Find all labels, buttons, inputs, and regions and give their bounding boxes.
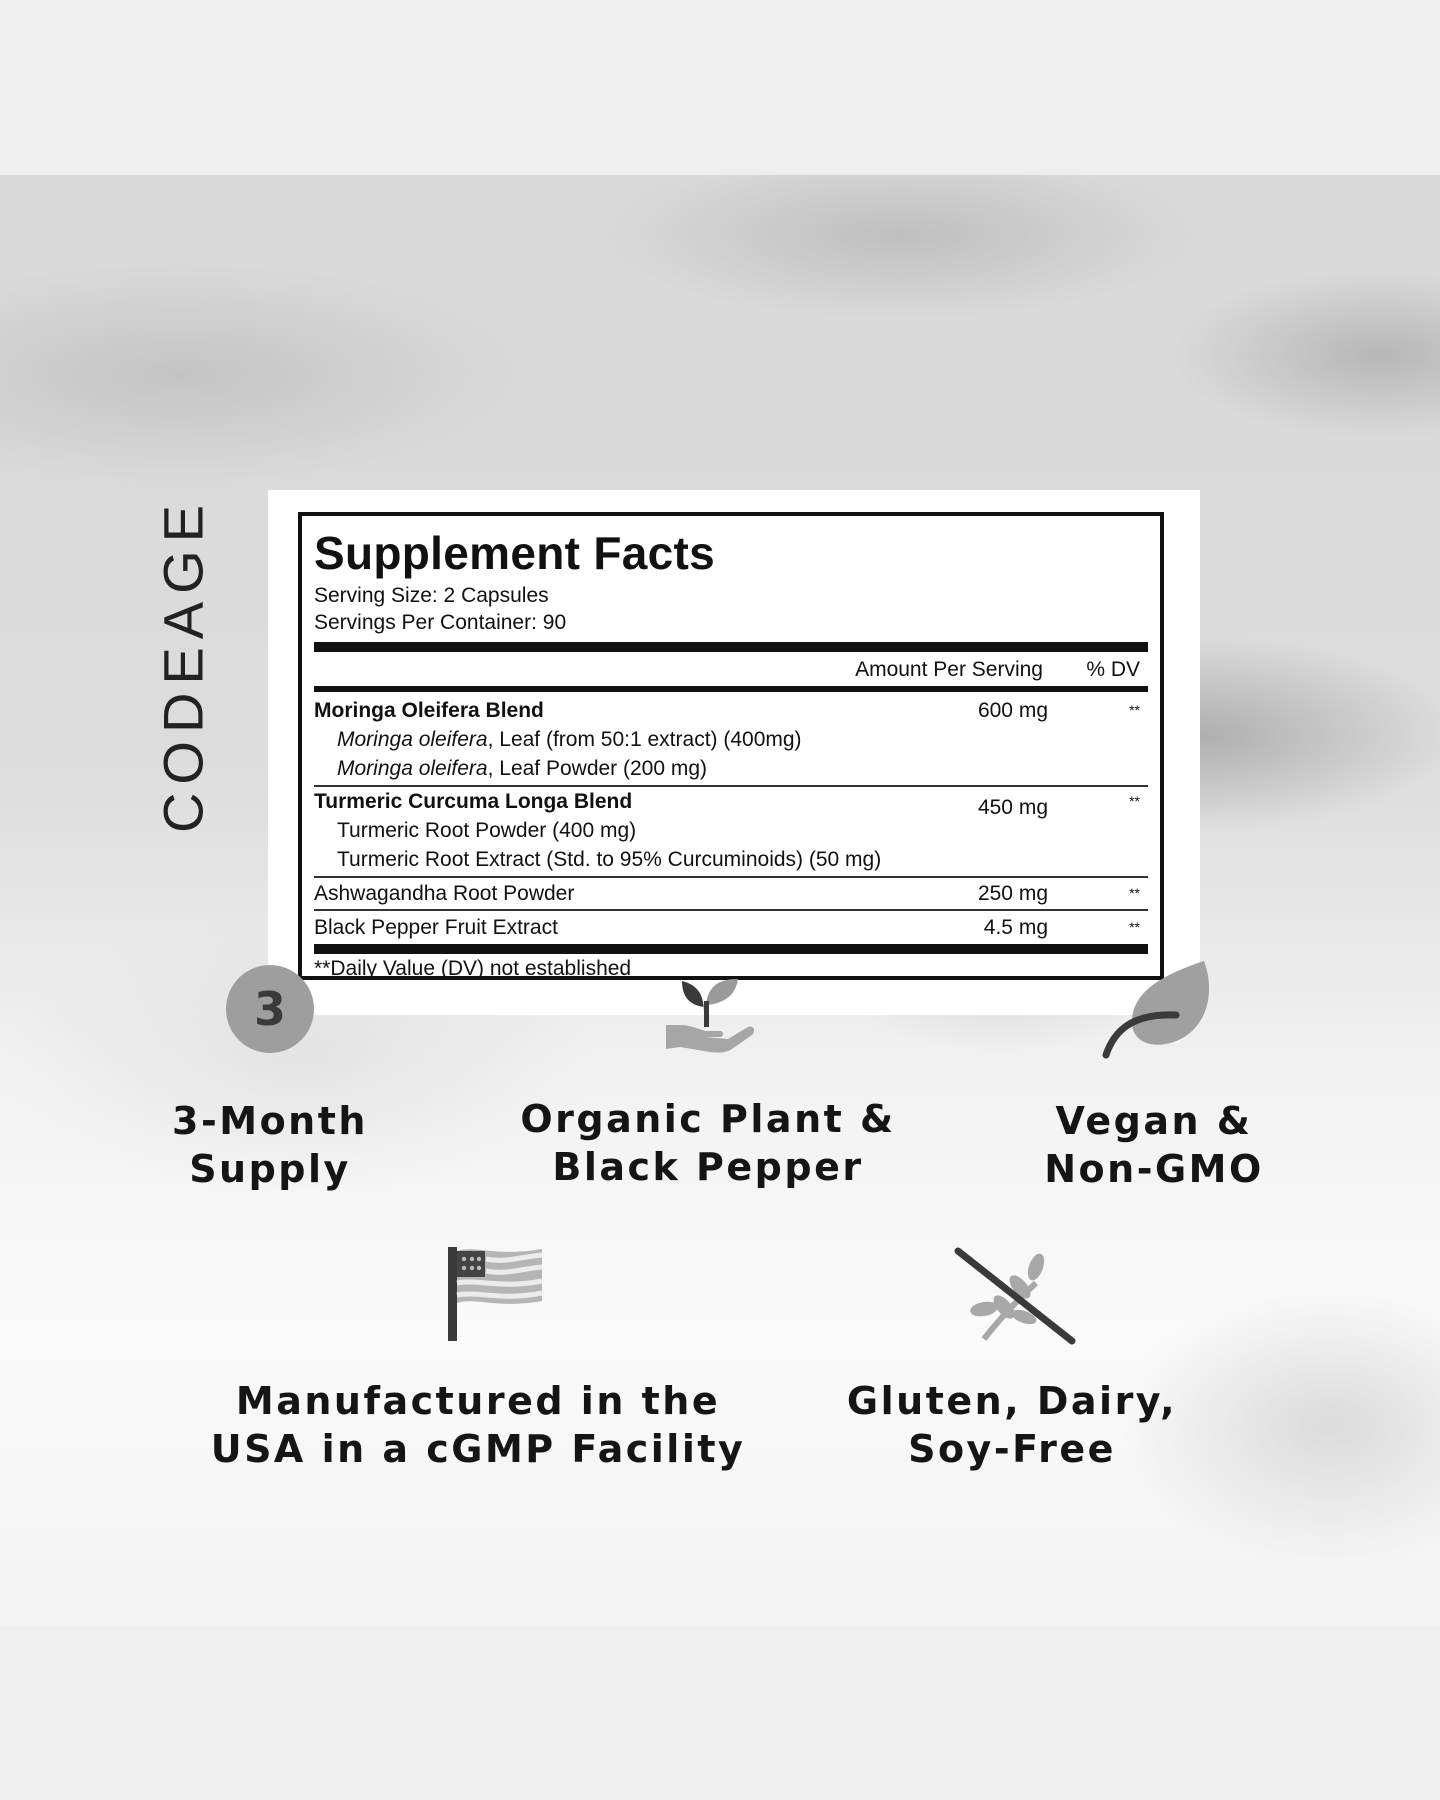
us-flag-icon (446, 1243, 546, 1343)
footnote: **Daily Value (DV) not established (314, 957, 632, 980)
ingredient-row (314, 878, 1148, 909)
ingredient-amount: 600 mg (977, 699, 1048, 722)
serving-size: Serving Size: 2 Capsules (314, 584, 549, 607)
number-badge-icon (224, 963, 316, 1055)
product-infographic (0, 175, 1440, 1625)
feature-label: Vegan & Non-GMO (1044, 1099, 1264, 1191)
feature-label: 3-Month Supply (172, 1099, 368, 1191)
sprout-hand-icon (660, 965, 756, 1057)
column-header (314, 652, 1148, 686)
ingredient-name: Ashwagandha Root Powder (314, 882, 575, 905)
servings-per-container: Servings Per Container: 90 (314, 611, 567, 634)
feature-label: Manufactured in the USA in a cGMP Facility (210, 1379, 746, 1471)
ingredient-amount: 450 mg (977, 796, 1048, 819)
divider (314, 944, 1148, 954)
leaf-icon (1098, 959, 1214, 1059)
ingredient-amount: 4.5 mg (983, 916, 1048, 939)
dv-column-label: % DV (1086, 658, 1140, 681)
feature-label: Organic Plant & Black Pepper (520, 1097, 896, 1189)
supplement-facts-panel (298, 512, 1164, 980)
ingredient-row (314, 787, 1148, 876)
sub-ingredient: Moringa oleifera, Leaf Powder (200 mg) (337, 757, 708, 780)
ingredient-name: Moringa Oleifera Blend (314, 699, 544, 722)
amount-column-label: Amount Per Serving (855, 658, 1043, 681)
sub-ingredient: Moringa oleifera, Leaf (from 50:1 extract) (400mg) (337, 728, 802, 751)
ingredient-name: Turmeric Curcuma Longa Blend (314, 790, 633, 813)
no-wheat-icon (954, 1247, 1076, 1345)
ingredient-dv: ** (1129, 885, 1140, 901)
ingredient-amount: 250 mg (977, 882, 1048, 905)
sub-ingredient: Turmeric Root Powder (400 mg) (337, 819, 637, 842)
ingredient-dv: ** (1129, 919, 1140, 935)
ingredient-row (314, 692, 1148, 785)
brand-logo: CODEAGE (151, 496, 215, 834)
ingredient-dv: ** (1129, 793, 1140, 809)
badge-number: 3 (253, 982, 287, 1036)
sub-ingredient: Turmeric Root Extract (Std. to 95% Curcuminoids) (50 mg) (337, 848, 882, 871)
ingredient-row (314, 911, 1148, 942)
facts-title: Supplement Facts (314, 527, 715, 579)
feature-label: Gluten, Dairy, Soy-Free (846, 1379, 1178, 1471)
divider (314, 642, 1148, 652)
ingredient-name: Black Pepper Fruit Extract (314, 916, 558, 939)
supplement-label-card (268, 490, 1200, 1015)
ingredient-dv: ** (1129, 702, 1140, 718)
